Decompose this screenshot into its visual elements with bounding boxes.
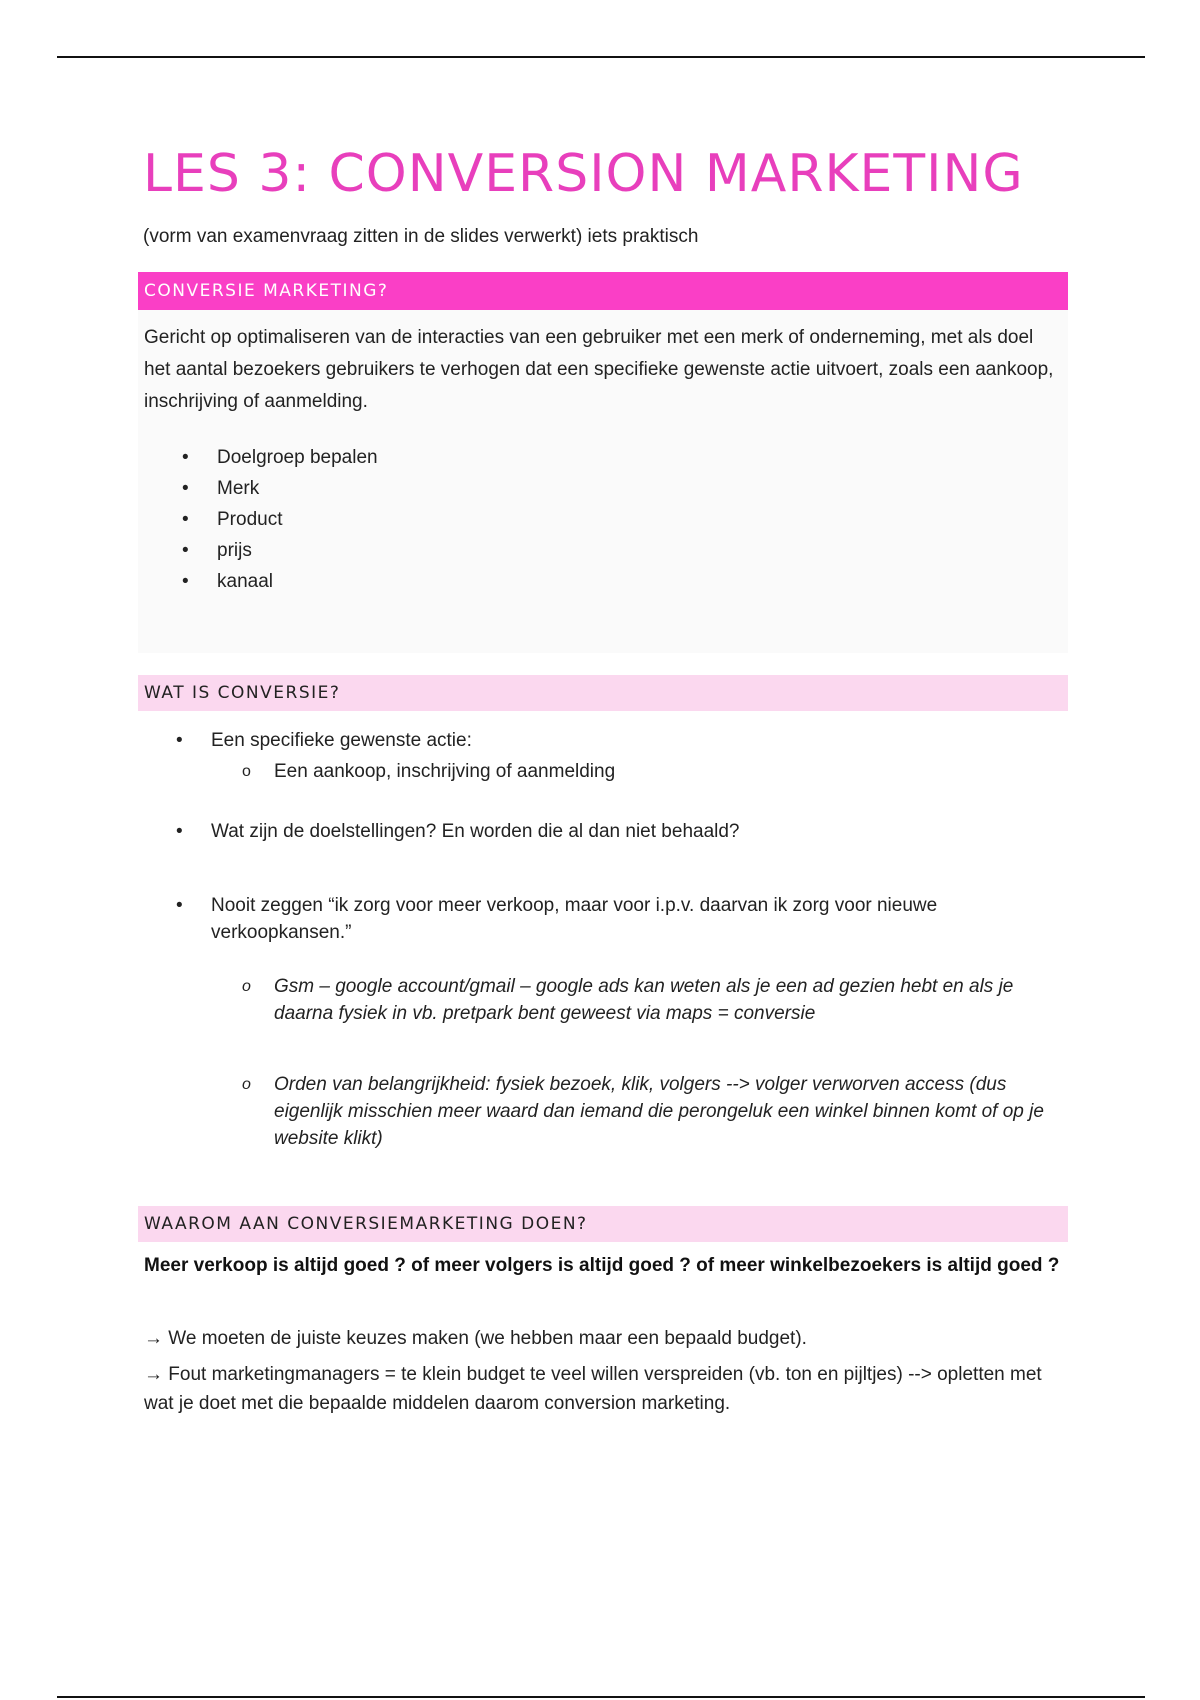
arrow-line: → We moeten de juiste keuzes maken (we hebben maar een bepaald budget).: [144, 1328, 807, 1349]
definition-paragraph: Gericht op optimaliseren van de interacties van een gebruiker met een merk of onderneming, met als doel het aantal bezoekers gebruikers te verhogen dat een specifieke gewenste actie uitvoert, zoals een aankoop, inschrijving of aanmelding.: [144, 327, 1054, 412]
list-item: • Doelgroep bepalen: [144, 442, 1062, 473]
list-item: • Een specifieke gewenste actie:: [138, 727, 1068, 754]
bullet-icon: •: [176, 730, 183, 751]
bullet-icon: •: [176, 895, 183, 916]
footer-rule: [57, 1696, 1145, 1698]
bold-question: Meer verkoop is altijd goed ? of meer volgers is altijd goed ? of meer winkelbezoekers is altijd goed ?: [144, 1255, 1060, 1276]
circle-bullet-icon: o: [242, 1076, 251, 1093]
section-heading-waarom: WAAROM AAN CONVERSIEMARKETING DOEN?: [138, 1206, 1068, 1242]
section-conversie-marketing: [138, 310, 1068, 653]
arrow-line: → Fout marketingmanagers = te klein budget te veel willen verspreiden (vb. ton en pijltjes) --> opletten met wat je doet met die bepaalde middelen daarom conversion marketing.: [144, 1364, 1042, 1414]
page-title: LES 3: CONVERSION MARKETING: [143, 144, 1024, 204]
bullet-icon: •: [182, 509, 189, 530]
circle-bullet-icon: o: [242, 978, 251, 995]
circle-bullet-icon: o: [242, 763, 251, 780]
bullet-icon: •: [182, 447, 189, 468]
bullet-icon: •: [176, 821, 183, 842]
list-item: • Nooit zeggen “ik zorg voor meer verkoop, maar voor i.p.v. daarvan ik zorg voor nieuwe verkoopkansen.”: [138, 892, 1068, 946]
intro-text: (vorm van examenvraag zitten in de slides verwerkt) iets praktisch: [143, 226, 699, 247]
sub-list-item: o Een aankoop, inschrijving of aanmelding: [138, 758, 1068, 785]
header-rule: [57, 56, 1145, 58]
arrow-right-icon: →: [144, 1364, 163, 1385]
marketing-mix-list: [144, 442, 1062, 597]
list-item: • kanaal: [144, 566, 1062, 597]
bullet-icon: •: [182, 478, 189, 499]
bullet-icon: •: [182, 540, 189, 561]
section-waarom: [138, 1252, 1068, 1418]
list-item: • Wat zijn de doelstellingen? En worden die al dan niet behaald?: [138, 818, 1068, 845]
document-body: [138, 138, 1068, 1418]
arrow-right-icon: →: [144, 1328, 163, 1349]
section-heading-conversie-marketing: CONVERSIE MARKETING?: [138, 272, 1068, 310]
list-item: • prijs: [144, 535, 1062, 566]
sub-list-item: o Gsm – google account/gmail – google ads kan weten als je een ad gezien hebt en als je daarna fysiek in vb. pretpark bent geweest via maps = conversie: [138, 973, 1068, 1027]
section-wat-is-conversie: [138, 727, 1068, 1152]
bullet-icon: •: [182, 571, 189, 592]
section-heading-wat-is-conversie: WAT IS CONVERSIE?: [138, 675, 1068, 711]
list-item: • Product: [144, 504, 1062, 535]
list-item: • Merk: [144, 473, 1062, 504]
sub-list-item: o Orden van belangrijkheid: fysiek bezoek, klik, volgers --> volger verworven access (dus eigenlijk misschien meer waard dan iemand die perongeluk een winkel binnen komt of op je website klikt): [138, 1071, 1068, 1152]
